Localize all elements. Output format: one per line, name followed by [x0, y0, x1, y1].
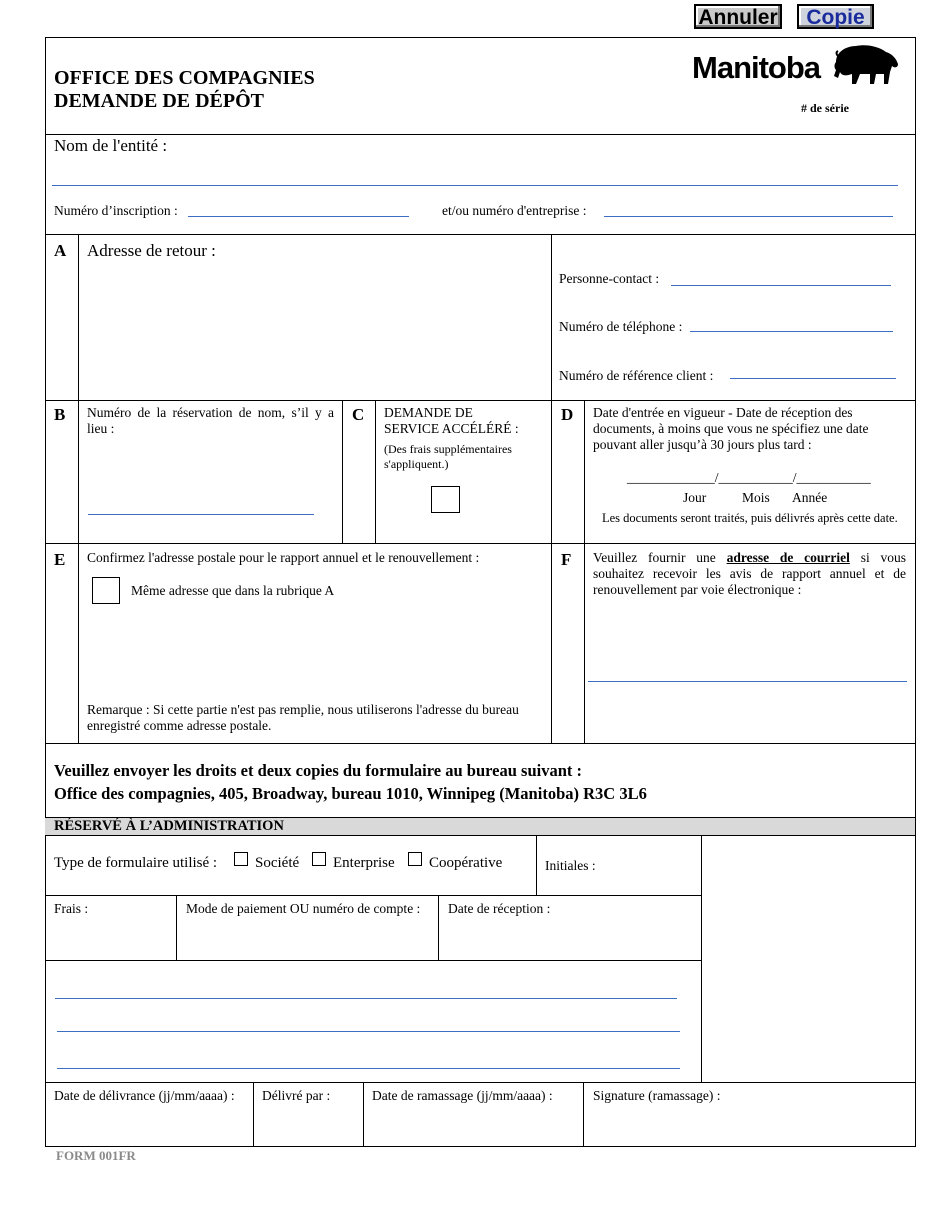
cooperative-checkbox[interactable] [408, 852, 422, 866]
notes-line-1[interactable] [55, 998, 677, 999]
registration-number-field[interactable] [188, 216, 409, 217]
divider [45, 234, 915, 235]
mailing-instructions [54, 759, 647, 805]
payment-method-label: Mode de paiement OU numéro de compte : [186, 901, 421, 916]
receipt-date-label: Date de réception : [448, 901, 551, 916]
expedited-note-line2: s'appliquent.) [384, 457, 449, 471]
expedited-service-checkbox[interactable] [431, 486, 460, 513]
same-address-label: Même adresse que dans la rubrique A [131, 583, 335, 598]
year-label: Année [792, 490, 828, 505]
divider [536, 836, 537, 896]
divider [342, 400, 343, 543]
form-title-line1: OFFICE DES COMPAGNIES [54, 67, 315, 89]
email-emphasis: adresse de courriel [726, 550, 850, 565]
issued-by-label: Délivré par : [262, 1088, 331, 1103]
registration-number-label: Numéro d’inscription : [54, 203, 178, 218]
email-request-text [593, 550, 906, 598]
mailing-line2: Office des compagnies, 405, Broadway, bureau 1010, Winnipeg (Manitoba) R3C 3L6 [54, 784, 647, 803]
copy-button[interactable]: Copie [797, 4, 874, 29]
form-code: FORM 001FR [56, 1148, 136, 1163]
section-a-letter: A [54, 241, 67, 260]
section-e-letter: E [54, 550, 66, 569]
issue-date-label: Date de délivrance (jj/mm/aaaa) : [54, 1088, 235, 1103]
divider [45, 134, 915, 135]
expedited-title-line1: DEMANDE DE [384, 405, 473, 420]
name-reservation-label: Numéro de la réservation de nom, s’il y a lieu : [87, 405, 334, 436]
enterprise-label: Enterprise [333, 855, 395, 871]
notes-line-2[interactable] [57, 1031, 680, 1032]
expedited-note-line1: (Des frais supplémentaires [384, 442, 512, 456]
remark-line1: Remarque : Si cette partie n'est pas remplie, nous utiliserons l'adresse du bureau [87, 702, 519, 717]
business-number-field[interactable] [604, 216, 893, 217]
mailing-line1: Veuillez envoyer les droits et deux copies du formulaire au bureau suivant : [54, 761, 583, 780]
divider [584, 400, 585, 743]
divider [701, 836, 702, 1082]
cancel-button[interactable]: Annuler [694, 4, 782, 29]
email-text-before: Veuillez fournir une [593, 550, 727, 565]
pickup-date-label: Date de ramassage (jj/mm/aaaa) : [372, 1088, 553, 1103]
section-b-letter: B [54, 405, 66, 424]
manitoba-logo [692, 42, 902, 90]
expedited-service-title [384, 405, 519, 437]
entity-name-field[interactable] [52, 185, 898, 186]
return-address-label: Adresse de retour : [87, 241, 216, 260]
divider [45, 543, 915, 544]
form-type-label: Type de formulaire utilisé : [54, 855, 218, 871]
notes-line-3[interactable] [57, 1068, 680, 1069]
email-text-after: si vous souhaitez recevoir les avis de rapport annuel et de renouvellement par voie électronique : [593, 550, 906, 597]
divider [253, 1082, 254, 1146]
entity-name-label: Nom de l'entité : [54, 136, 168, 155]
admin-header: RÉSERVÉ À L’ADMINISTRATION [54, 818, 284, 834]
initials-label: Initiales : [545, 858, 596, 873]
effective-date-line1: Date d'entrée en vigueur - Date de réception des [593, 405, 853, 420]
bison-icon [832, 42, 900, 88]
societe-label: Société [255, 855, 300, 871]
logo-text: Manitoba [692, 50, 821, 85]
divider [583, 1082, 584, 1146]
section-f-letter: F [561, 550, 572, 569]
same-address-checkbox[interactable] [92, 577, 120, 604]
effective-date-field[interactable]: _____________/___________/___________ [627, 470, 871, 485]
divider [438, 895, 439, 960]
contact-person-label: Personne-contact : [559, 271, 660, 286]
divider [363, 1082, 364, 1146]
processing-note: Les documents seront traités, puis délivrés après cette date. [602, 511, 898, 525]
section-c-letter: C [352, 405, 365, 424]
client-reference-label: Numéro de référence client : [559, 368, 714, 383]
cooperative-label: Coopérative [429, 855, 503, 871]
divider [45, 895, 702, 896]
month-label: Mois [742, 490, 770, 505]
remark-text [87, 702, 519, 734]
divider [176, 895, 177, 960]
day-label: Jour [683, 490, 707, 505]
divider [78, 234, 79, 743]
expedited-title-line2: SERVICE ACCÉLÉRÉ : [384, 421, 519, 436]
signature-label: Signature (ramassage) : [593, 1088, 721, 1103]
section-d-letter: D [561, 405, 574, 424]
mailing-address-label: Confirmez l'adresse postale pour le rapport annuel et le renouvellement : [87, 550, 480, 565]
effective-date-line2: documents, à moins que vous ne spécifiez une date [593, 421, 869, 436]
contact-person-field[interactable] [671, 285, 891, 286]
fees-label: Frais : [54, 901, 89, 916]
business-number-label: et/ou numéro d'entreprise : [442, 203, 587, 218]
form-title [54, 67, 315, 113]
client-reference-field[interactable] [730, 378, 896, 379]
societe-checkbox[interactable] [234, 852, 248, 866]
phone-number-field[interactable] [690, 331, 893, 332]
effective-date-text [593, 405, 869, 453]
divider [45, 400, 915, 401]
divider [375, 400, 376, 543]
name-reservation-field[interactable] [88, 514, 314, 515]
divider [45, 1082, 915, 1083]
remark-line2: enregistré comme adresse postale. [87, 718, 272, 733]
enterprise-checkbox[interactable] [312, 852, 326, 866]
effective-date-line3: pouvant aller jusqu’à 30 jours plus tard : [593, 437, 812, 452]
form-title-line2: DEMANDE DE DÉPÔT [54, 90, 265, 112]
phone-number-label: Numéro de téléphone : [559, 319, 683, 334]
divider [45, 743, 915, 744]
divider [551, 234, 552, 743]
divider [45, 960, 702, 961]
serial-number-label: # de série [801, 101, 849, 115]
expedited-service-note [384, 442, 512, 472]
email-field[interactable] [588, 681, 907, 682]
